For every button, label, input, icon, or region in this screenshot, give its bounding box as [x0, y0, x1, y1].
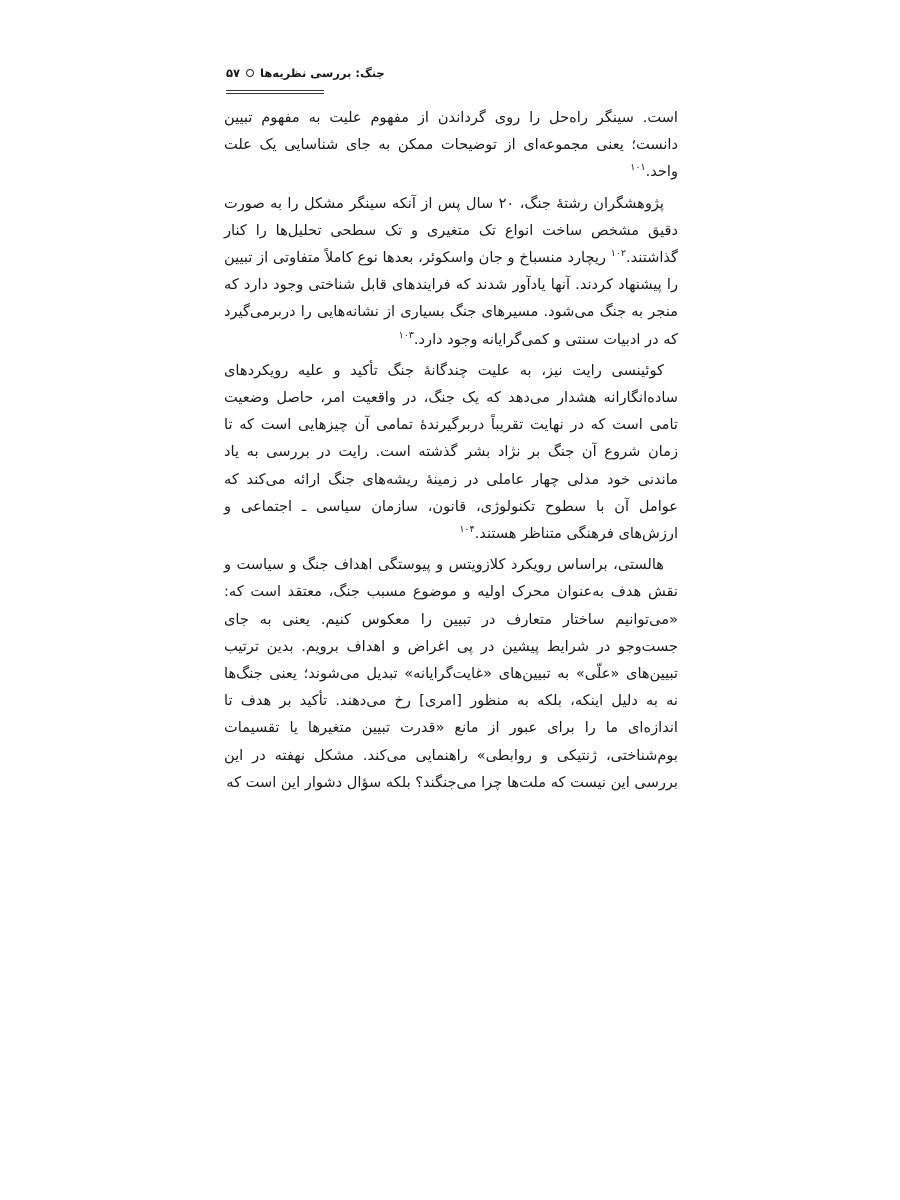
paragraph-1	[224, 104, 678, 186]
paragraph-2-text-end: ریچارد منسباخ و جان واسکوئر، بعدها نوع کاملاً متفاوتی از تبیین را پیشنهاد کردند. آنها یادآور شدند که فرایندهای قابل شناختی وجود دارد که منجر به جنگ می‌شود. مسیرهای جنگ بسیاری از نشانه‌هایی را دربرمی‌گیرد که در ادبیات سنتی و کمی‌گرایانه وجود دارد.	[224, 249, 678, 348]
paragraph-2	[224, 190, 678, 353]
header-rule-top	[226, 90, 324, 91]
footnote-ref-101: ۱۰۱	[630, 162, 646, 174]
circle-separator-icon	[246, 69, 254, 77]
paragraph-1-text: است. سینگر راه‌حل را روی گرداندن از مفهوم علیت به مفهوم تبیین دانست؛ یعنی مجموعه‌ای از توضیحات ممکن به جای شناسایی یک علت واحد.	[224, 109, 678, 181]
paragraph-4-text: هالستی، براساس رویکرد کلازویتس و پیوستگی اهداف جنگ و سیاست و نقش هدف به‌عنوان محرک اولیه و موضوع مسبب جنگ، معتقد است که: «می‌توانیم ساختار متعارف در تبیین را معکوس کنیم. یعنی به جای جست‌وجو در شرایط پیشین در پی اغراض و اهداف برویم. بدین ترتیب تبیین‌های «علّی» به تبیین‌های «غایت‌گرایانه» تبدیل می‌شوند؛ یعنی جنگ‌ها نه به دلیل اینکه، بلکه به منظور [امری] رخ می‌دهند. تأکید بر هدف تا اندازه‌ای ما را برای عبور از مانع «قدرت تبیین متغیرها یا تقسیمات بوم‌شناختی، ژنتیکی و روابطی» راهنمایی می‌کند. مشکل نهفته در این بررسی این نیست که ملت‌ها چرا می‌جنگند؟ بلکه سؤال دشوار این است که	[224, 556, 678, 791]
footnote-ref-102: ۱۰۲	[610, 248, 626, 260]
paragraph-4	[224, 551, 678, 796]
paragraph-2-text-start: پژوهشگران رشتهٔ جنگ، ۲۰ سال پس از آنکه سینگر مشکل را به صورت دقیق مشخص ساخت انواع تک متغیری و تک سطحی تحلیل‌ها را کنار گذاشتند.	[224, 194, 678, 267]
paragraph-3	[224, 357, 678, 547]
running-header	[226, 66, 676, 90]
footnote-ref-104: ۱۰۴	[459, 524, 475, 536]
body-text	[224, 104, 678, 800]
paragraph-3-text: کوئینسی رایت نیز، به علیت چندگانهٔ جنگ تأکید و علیه رویکردهای ساده‌انگارانه هشدار می‌دهد که یک جنگ، در واقعیت امر، حاصل وضعیت تامی است که در نهایت تقریباً دربرگیرندهٔ تمامی آن چیزهایی است که تا زمان شروع آن جنگ بر نژاد بشر گذشته است. رایت در بررسی به یاد ماندنی خود مدلی چهار عاملی در زمینهٔ ریشه‌های جنگ ارائه می‌کند که عوامل آن با سطوح تکنولوژی، قانون، سازمان سیاسی ـ اجتماعی و ارزش‌های فرهنگی متناظر هستند.	[224, 361, 678, 543]
page-number: ۵۷	[226, 66, 241, 80]
chapter-title: جنگ: بررسی نظریه‌ها	[260, 66, 385, 80]
running-header-content	[226, 66, 385, 80]
header-rule-bottom	[226, 93, 324, 94]
footnote-ref-103: ۱۰۳	[398, 329, 414, 341]
